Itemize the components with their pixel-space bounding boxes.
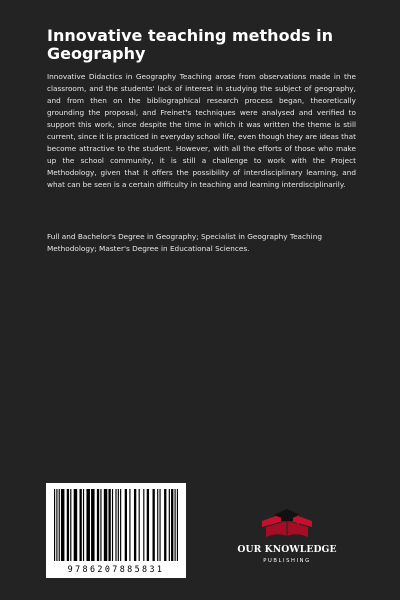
barcode-bar: [115, 489, 116, 561]
barcode-bar: [61, 489, 64, 561]
publisher-subtitle: PUBLISHING: [263, 558, 311, 564]
barcode-bar: [159, 489, 160, 561]
barcode-bar: [129, 489, 130, 561]
barcode-bar: [56, 489, 57, 561]
barcode-bar: [153, 489, 155, 561]
barcode-bar: [147, 489, 149, 561]
barcode-bar: [169, 489, 170, 561]
barcode-bar: [139, 489, 140, 561]
book-title: Innovative teaching methods in Geography: [47, 26, 333, 63]
barcode-bar: [112, 489, 113, 561]
graduation-cap-book-icon: [260, 507, 314, 541]
publisher-logo: [232, 507, 342, 571]
barcode-bar: [80, 489, 82, 561]
barcode-bar: [91, 489, 94, 561]
barcode-bar: [177, 489, 178, 561]
publisher-name: OUR KNOWLEDGE: [237, 544, 337, 555]
barcode-digits: 9786207885831: [67, 564, 165, 574]
isbn-barcode: [46, 483, 186, 578]
book-abstract: Innovative Didactics in Geography Teaching arose from observations made in the classroom, and the students' lack of interest in studying the subject of geography, and from then on the bibliographical research process began, theoretically grounding the proposal, and Freinet's techniques were analysed and verified to support this work, since despite the time in which it was written the theme is still current, since it is practiced in everyday school life, even though they are ideas that become attractive to the student. However, with all the efforts of those who make up the school community, it is still a challenge to work with the Project Methodology, given that it offers the possibility of interdisciplinary learning, and what can be seen is a certain difficulty in teaching and learning interdisciplinarily.: [47, 72, 356, 189]
barcode-bar: [74, 489, 77, 561]
barcode-bar: [104, 489, 107, 561]
barcode-bar: [67, 489, 69, 561]
author-bio: Full and Bachelor's Degree in Geography; Specialist in Geography Teaching Methodology; Master's Degree in Educational Sciences.: [47, 232, 322, 253]
barcode-bar: [86, 489, 89, 561]
barcode-bar: [175, 489, 176, 561]
barcode-bar: [108, 489, 110, 561]
barcode-bar: [83, 489, 84, 561]
barcode-bar: [97, 489, 99, 561]
barcode-bar: [118, 489, 119, 561]
barcode-bar: [125, 489, 127, 561]
barcode-bar: [59, 489, 60, 561]
barcode-bar: [171, 489, 173, 561]
barcode-bar: [54, 489, 55, 561]
barcode-bar: [70, 489, 71, 561]
barcode-bar: [164, 489, 166, 561]
barcode-bars: [54, 489, 178, 561]
barcode-bar: [143, 489, 144, 561]
barcode-bar: [100, 489, 101, 561]
barcode-bar: [134, 489, 136, 561]
barcode-bar: [120, 489, 121, 561]
barcode-bar: [157, 489, 158, 561]
